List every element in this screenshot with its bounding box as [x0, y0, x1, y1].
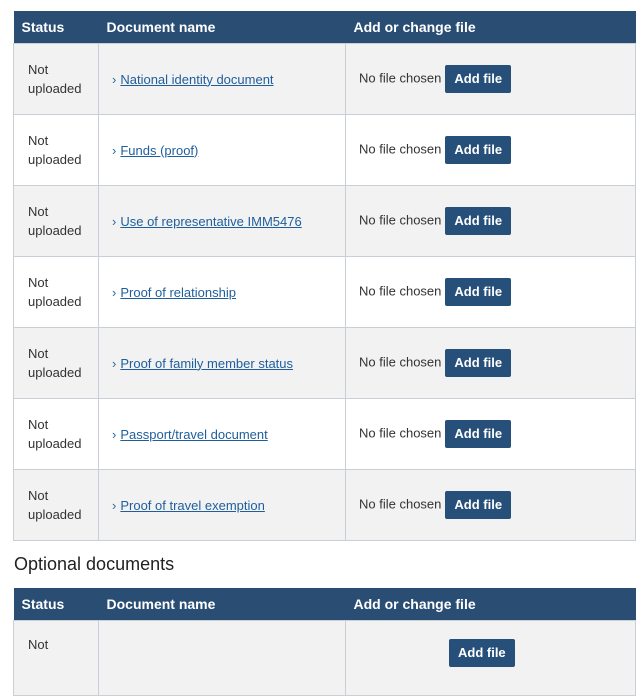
table-header-row	[14, 11, 636, 44]
status-text: uploaded	[28, 223, 82, 238]
document-cell	[99, 44, 346, 115]
table-header-row	[14, 588, 636, 621]
document-cell	[99, 186, 346, 257]
status-cell	[14, 186, 99, 257]
status-text: Not	[28, 204, 49, 219]
status-cell	[14, 470, 99, 541]
status-text: uploaded	[28, 436, 82, 451]
status-text: uploaded	[28, 365, 82, 380]
document-link-passport[interactable]: Passport/travel document	[120, 426, 268, 442]
add-file-button[interactable]: Add file	[445, 420, 511, 448]
status-cell	[14, 44, 99, 115]
optional-documents-table	[13, 588, 636, 696]
add-file-button[interactable]: Add file	[445, 136, 511, 164]
chevron-right-icon: ›	[112, 71, 117, 87]
file-cell	[346, 470, 636, 541]
document-cell	[99, 328, 346, 399]
chevron-right-icon: ›	[112, 355, 117, 371]
chevron-right-icon: ›	[112, 142, 117, 158]
file-cell	[346, 257, 636, 328]
add-file-button[interactable]: Add file	[445, 207, 511, 235]
status-text: Not	[28, 488, 49, 503]
file-status-text: No file chosen	[359, 283, 442, 299]
add-file-button[interactable]: Add file	[445, 349, 511, 377]
document-cell	[99, 399, 346, 470]
status-text: uploaded	[28, 152, 82, 167]
add-file-column-header: Add or change file	[346, 11, 636, 44]
table-row	[14, 621, 636, 696]
status-text: Not	[28, 133, 49, 148]
status-cell	[14, 115, 99, 186]
required-documents-table	[13, 11, 636, 541]
file-status-text: No file chosen	[359, 141, 442, 157]
table-row	[14, 399, 636, 470]
table-row	[14, 44, 636, 115]
file-cell	[346, 115, 636, 186]
status-text: uploaded	[28, 507, 82, 522]
status-cell	[14, 257, 99, 328]
file-cell	[346, 399, 636, 470]
document-cell	[99, 470, 346, 541]
add-file-button[interactable]: Add file	[445, 491, 511, 519]
document-link-representative[interactable]: Use of representative IMM5476	[120, 213, 302, 229]
document-link-relationship[interactable]: Proof of relationship	[120, 284, 236, 300]
document-name-column-header: Document name	[99, 11, 346, 44]
file-cell	[346, 621, 636, 696]
status-text: uploaded	[28, 81, 82, 96]
document-link-travel-exemption[interactable]: Proof of travel exemption	[120, 497, 265, 513]
status-column-header: Status	[14, 11, 99, 44]
file-status-text: No file chosen	[359, 496, 442, 512]
file-cell	[346, 186, 636, 257]
status-cell	[14, 399, 99, 470]
optional-documents-heading: Optional documents	[14, 554, 175, 574]
document-cell	[99, 621, 346, 696]
document-link-funds[interactable]: Funds (proof)	[120, 142, 199, 158]
table-row	[14, 115, 636, 186]
document-name-column-header: Document name	[99, 588, 346, 621]
table-row	[14, 186, 636, 257]
chevron-right-icon: ›	[112, 497, 117, 513]
status-text: Not	[28, 275, 49, 290]
file-cell	[346, 328, 636, 399]
chevron-right-icon: ›	[112, 426, 117, 442]
add-file-button[interactable]: Add file	[445, 278, 511, 306]
status-text: uploaded	[28, 294, 82, 309]
status-cell	[14, 328, 99, 399]
add-file-button[interactable]: Add file	[445, 65, 511, 93]
file-status-text: No file chosen	[359, 212, 442, 228]
document-cell	[99, 257, 346, 328]
add-file-column-header: Add or change file	[346, 588, 636, 621]
add-file-button[interactable]: Add file	[449, 639, 515, 667]
status-text: Not	[28, 346, 49, 361]
table-row	[14, 257, 636, 328]
file-cell	[346, 44, 636, 115]
table-row	[14, 328, 636, 399]
chevron-right-icon: ›	[112, 284, 117, 300]
file-status-text: No file chosen	[359, 354, 442, 370]
status-text: Not	[28, 637, 49, 652]
document-link-family-member-status[interactable]: Proof of family member status	[120, 355, 294, 371]
file-status-text: No file chosen	[359, 425, 442, 441]
status-cell	[14, 621, 99, 696]
status-text: Not	[28, 417, 49, 432]
chevron-right-icon: ›	[112, 213, 117, 229]
file-status-text: No file chosen	[359, 70, 442, 86]
document-link-national-identity[interactable]: National identity document	[120, 71, 274, 87]
status-column-header: Status	[14, 588, 99, 621]
status-text: Not	[28, 62, 49, 77]
table-row	[14, 470, 636, 541]
document-cell	[99, 115, 346, 186]
